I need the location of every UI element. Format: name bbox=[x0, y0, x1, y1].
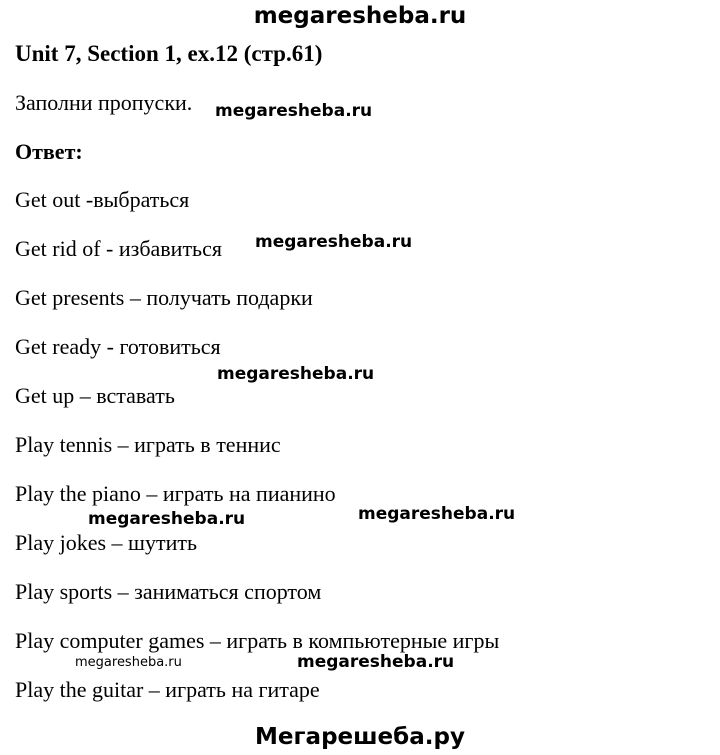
list-item: Get rid of - избавиться bbox=[15, 236, 222, 261]
watermark: megaresheba.ru bbox=[297, 652, 455, 672]
watermark: megaresheba.ru bbox=[255, 232, 413, 252]
list-item: Play the guitar – играть на гитаре bbox=[15, 677, 320, 702]
list-item: Play sports – заниматься спортом bbox=[15, 579, 322, 604]
watermark: megaresheba.ru bbox=[358, 504, 516, 524]
watermark: megaresheba.ru bbox=[215, 101, 373, 121]
list-item: Play tennis – играть в теннис bbox=[15, 432, 281, 457]
instruction-text: Заполни пропуски. bbox=[15, 90, 193, 115]
list-item: Play computer games – играть в компьютерные игры bbox=[15, 628, 500, 653]
watermark-small: megaresheba.ru bbox=[75, 655, 182, 670]
list-item: Play the piano – играть на пианино bbox=[15, 481, 336, 506]
list-item: Get ready - готовиться bbox=[15, 334, 221, 359]
watermark: megaresheba.ru bbox=[88, 509, 246, 529]
list-item: Get out -выбраться bbox=[15, 187, 190, 212]
watermark-top: megaresheba.ru bbox=[253, 3, 467, 29]
watermark-bottom: Мегарешеба.ру bbox=[255, 724, 465, 750]
watermark: megaresheba.ru bbox=[217, 364, 375, 384]
list-item: Get presents – получать подарки bbox=[15, 285, 313, 310]
answer-label: Ответ: bbox=[15, 139, 83, 164]
list-item: Play jokes – шутить bbox=[15, 530, 198, 555]
list-item: Get up – вставать bbox=[15, 383, 175, 408]
exercise-heading: Unit 7, Section 1, ex.12 (стр.61) bbox=[15, 41, 323, 66]
